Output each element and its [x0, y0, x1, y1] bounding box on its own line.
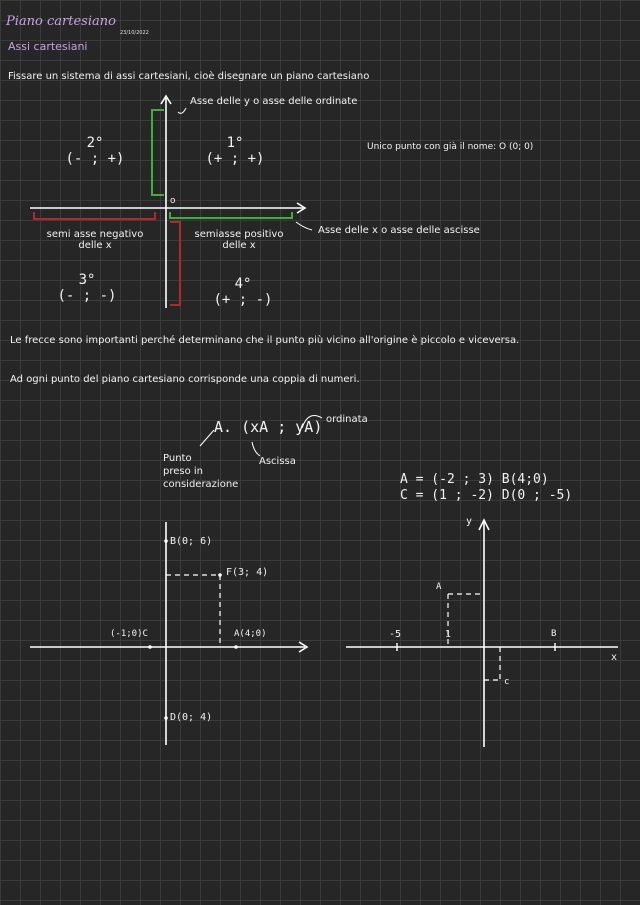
note-pairs: Ad ogni punto del piano cartesiano corrisponde una coppia di numeri. — [10, 374, 360, 385]
page-title: Piano cartesiano — [6, 14, 116, 29]
ordinata-label: ordinata — [326, 414, 368, 425]
neg-semiaxis-label: semi asse negativo delle x — [46, 229, 144, 251]
subtitle: Assi cartesiani — [8, 40, 88, 53]
point-b2-label: B — [551, 629, 557, 639]
point-c-label: (-1;0)C — [110, 629, 148, 639]
quadrant-1: 1° (+ ; +) — [205, 135, 265, 167]
coordinate-notation: A. (xA ; yA) — [214, 418, 323, 436]
origin-label: o — [170, 196, 176, 206]
intro-text: Fissare un sistema di assi cartesiani, cioè disegnare un piano cartesiano — [8, 71, 370, 82]
quadrant-4: 4° (+ ; -) — [213, 276, 273, 308]
ascissa-label: Ascissa — [259, 456, 296, 467]
point-c2-label: c — [504, 677, 510, 687]
punto-label: Punto preso in considerazione — [163, 453, 239, 490]
quadrant-2: 2° (- ; +) — [65, 135, 125, 167]
point-b-label: B(0; 6) — [170, 536, 213, 547]
quadrant-3: 3° (- ; -) — [57, 272, 117, 304]
point-a2-label: A — [436, 582, 442, 592]
point-d-label: D(0; 4) — [170, 712, 213, 723]
x-label: x — [611, 652, 618, 663]
pos-semiaxis-label: semiasse positivo delle x — [194, 229, 284, 251]
y-axis-label: Asse delle y o asse delle ordinate — [190, 96, 358, 107]
tick-minus5: -5 — [389, 629, 402, 640]
x-axis-label: Asse delle x o asse delle ascisse — [318, 225, 480, 236]
point-f-label: F(3; 4) — [226, 567, 269, 578]
origin-note: Unico punto con già il nome: O (0; 0) — [367, 142, 534, 152]
y-label: y — [466, 516, 473, 527]
points-list: A = (-2 ; 3) B(4;0) C = (1 ; -2) D(0 ; -5) — [400, 472, 573, 503]
point-a-label: A(4;0) — [234, 629, 267, 639]
date: 23/10/2022 — [120, 30, 149, 36]
note-arrows: Le frecce sono importanti perché determinano che il punto più vicino all'origine è piccolo e viceversa. — [10, 335, 520, 346]
tick-one: 1 — [445, 629, 452, 640]
